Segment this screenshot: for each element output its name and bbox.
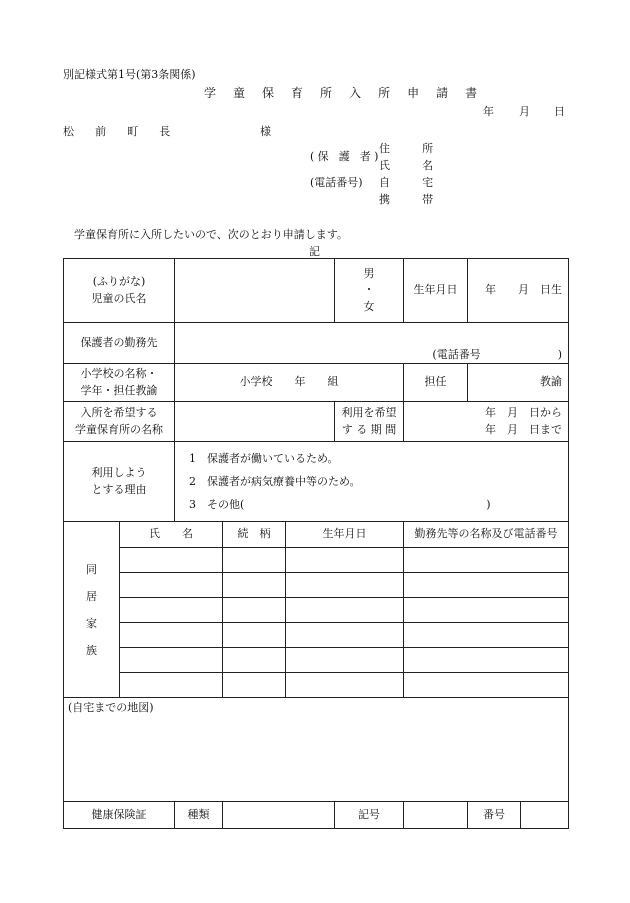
family-work-cell[interactable]: [404, 673, 569, 698]
guardian-work-label: 保護者の勤務先: [64, 323, 175, 364]
family-row: [64, 548, 569, 573]
family-work-cell[interactable]: [404, 548, 569, 573]
reason-option-2[interactable]: 2 保護者が病気療養中等のため。: [189, 475, 361, 488]
reason-option-1[interactable]: 1 保護者が働いているため。: [189, 452, 339, 465]
reason-label: 利用しよう とする理由: [64, 442, 175, 522]
family-birthdate-cell[interactable]: [286, 673, 404, 698]
honorific: 様: [260, 125, 271, 138]
family-name-cell[interactable]: [120, 623, 223, 648]
birthdate-label: 生年月日: [404, 259, 468, 323]
mobile-phone-label: 携 帯: [379, 193, 448, 206]
desired-facility-field[interactable]: [175, 402, 335, 442]
family-birthdate-cell[interactable]: [286, 573, 404, 598]
sex-selector[interactable]: 男 ・ 女: [335, 259, 404, 323]
guardian-label: (保 護 者): [310, 150, 382, 163]
family-birthdate-cell[interactable]: [286, 648, 404, 673]
name-label: 氏 名: [379, 159, 448, 172]
family-relation-cell[interactable]: [223, 623, 286, 648]
family-birthdate-cell[interactable]: [286, 623, 404, 648]
teacher-field[interactable]: 教諭: [468, 364, 569, 402]
period-label: 利用を希望 す る 期 間: [335, 402, 404, 442]
insurance-type-label: 種類: [175, 802, 223, 829]
home-map-area[interactable]: [64, 698, 569, 802]
phone-label: (電話番号): [310, 176, 363, 189]
family-relation-cell[interactable]: [223, 548, 286, 573]
insurance-number-field[interactable]: [521, 802, 569, 829]
family-work-cell[interactable]: [404, 623, 569, 648]
ki-label: 記: [309, 245, 320, 258]
child-name-field[interactable]: [175, 259, 335, 323]
addressee: 松 前 町 長: [63, 125, 180, 138]
family-name-cell[interactable]: [120, 673, 223, 698]
home-phone-label: 自 宅: [379, 176, 448, 189]
family-relation-cell[interactable]: [223, 573, 286, 598]
child-name-label: (ふりがな) 児童の氏名: [64, 259, 175, 323]
family-row: [64, 598, 569, 623]
family-header-name: 氏 名: [120, 522, 223, 548]
form-reference: 別記様式第1号(第3条関係): [63, 68, 196, 81]
family-name-cell[interactable]: [120, 548, 223, 573]
school-field[interactable]: 小学校 年 組: [175, 364, 404, 402]
family-row: [64, 648, 569, 673]
family-relation-cell[interactable]: [223, 648, 286, 673]
desired-facility-label: 入所を希望する 学童保育所の名称: [64, 402, 175, 442]
family-row: [64, 573, 569, 598]
school-label: 小学校の名称・ 学年・担任教諭: [64, 364, 175, 402]
family-header-work: 勤務先等の名称及び電話番号: [404, 522, 569, 548]
family-work-cell[interactable]: [404, 648, 569, 673]
application-form-table: [63, 258, 569, 829]
insurance-number-label: 番号: [468, 802, 521, 829]
document-title: 学 童 保 育 所 入 所 申 請 書: [204, 86, 484, 100]
family-work-cell[interactable]: [404, 573, 569, 598]
insurance-type-field[interactable]: [223, 802, 335, 829]
family-birthdate-cell[interactable]: [286, 598, 404, 623]
reason-option-3[interactable]: 3 その他( ): [189, 498, 491, 511]
family-label: 同 居 家 族: [64, 522, 120, 698]
family-header-birthdate: 生年月日: [286, 522, 404, 548]
date-month: 月: [519, 105, 530, 118]
family-row: [64, 673, 569, 698]
family-work-cell[interactable]: [404, 598, 569, 623]
family-relation-cell[interactable]: [223, 673, 286, 698]
period-field[interactable]: 年 月 日から 年 月 日まで: [404, 402, 569, 442]
date-year: 年: [483, 105, 494, 118]
date-day: 日: [554, 105, 565, 118]
family-birthdate-cell[interactable]: [286, 548, 404, 573]
reason-options[interactable]: [175, 442, 569, 522]
guardian-work-field[interactable]: [175, 323, 569, 364]
insurance-symbol-label: 記号: [335, 802, 404, 829]
insurance-symbol-field[interactable]: [404, 802, 468, 829]
guardian-work-phone: (電話番号 ): [432, 347, 563, 361]
family-name-cell[interactable]: [120, 573, 223, 598]
family-name-cell[interactable]: [120, 598, 223, 623]
intro-text: 学童保育所に入所したいので、次のとおり申請します。: [74, 228, 348, 241]
family-header-relation: 続 柄: [223, 522, 286, 548]
family-row: [64, 623, 569, 648]
home-map-label: (自宅までの地図): [68, 701, 154, 714]
family-name-cell[interactable]: [120, 648, 223, 673]
address-label: 住 所: [379, 142, 448, 155]
family-relation-cell[interactable]: [223, 598, 286, 623]
teacher-label: 担任: [404, 364, 468, 402]
birthdate-field[interactable]: 年 月 日生: [468, 259, 569, 323]
insurance-label: 健康保険証: [64, 802, 175, 829]
